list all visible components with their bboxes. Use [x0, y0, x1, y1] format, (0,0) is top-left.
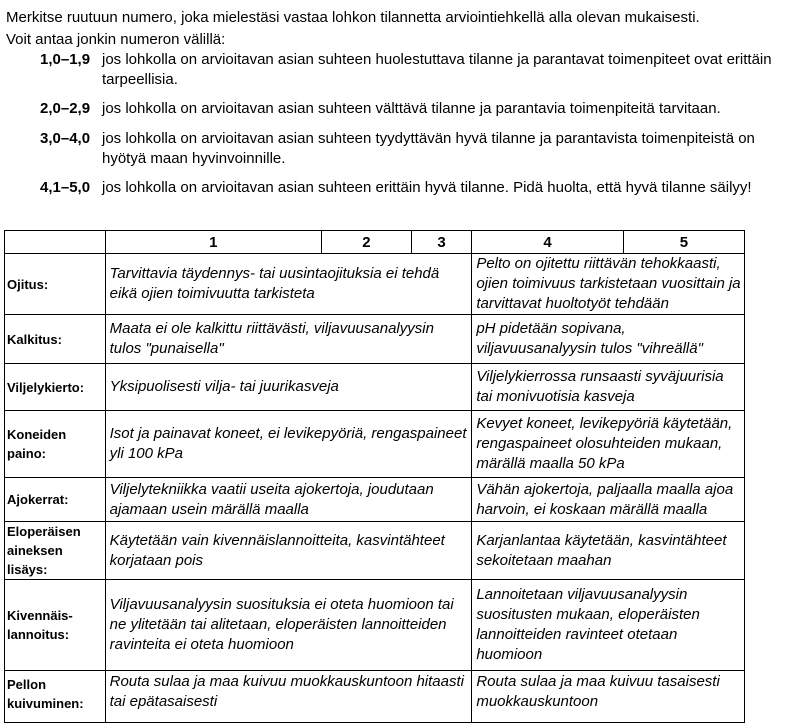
- table-row: [5, 671, 745, 723]
- scale-range: 1,0–1,9: [40, 51, 91, 68]
- instruction-line-1: Merkitse ruutuun numero, joka mielestäsi vastaa lohkon tilannetta arviointiehkellä alla olevan mukaisesti.: [6, 9, 700, 26]
- scale-range: 2,0–2,9: [40, 100, 91, 117]
- high-score-description: Pelto on ojitettu riittävän tehokkaasti, ojien toimivuus tarkistetaan vuosittain ja tarvittavat huoltotyöt tehdään: [472, 254, 745, 315]
- assessment-table: [4, 230, 745, 723]
- table-row: [5, 478, 745, 522]
- row-label: Kalkitus:: [5, 315, 106, 364]
- row-label: Ojitus:: [5, 254, 106, 315]
- header-score-5: 5: [623, 231, 744, 254]
- low-score-description: Viljavuusanalyysin suosituksia ei oteta huomioon tai ne ylitetään tai alitetaan, eloperäisten lannoitteiden ravinteita ei oteta huomioon: [105, 580, 472, 671]
- table-row: [5, 254, 745, 315]
- header-row: [5, 231, 745, 254]
- scale-description: jos lohkolla on arvioitavan asian suhteen erittäin hyvä tilanne. Pidä huolta, että hyvä tilanne säilyy!: [102, 179, 752, 196]
- header-empty: [5, 231, 106, 254]
- row-label: Ajokerrat:: [5, 478, 106, 522]
- low-score-description: Maata ei ole kalkittu riittävästi, viljavuusanalyysin tulos "punaisella": [105, 315, 472, 364]
- table-row: [5, 522, 745, 580]
- scale-range: 3,0–4,0: [40, 130, 91, 147]
- header-score-4: 4: [472, 231, 623, 254]
- high-score-description: Viljelykierrossa runsaasti syväjuurisia tai monivuotisia kasveja: [472, 364, 745, 411]
- high-score-description: Karjanlantaa käytetään, kasvintähteet sekoitetaan maahan: [472, 522, 745, 580]
- instructions: [6, 7, 776, 51]
- row-label: Koneiden paino:: [5, 411, 106, 478]
- table-row: [5, 315, 745, 364]
- header-score-3: 3: [411, 231, 472, 254]
- low-score-description: Yksipuolisesti vilja- tai juurikasveja: [105, 364, 472, 411]
- low-score-description: Routa sulaa ja maa kuivuu muokkauskuntoon hitaasti tai epätasaisesti: [105, 671, 472, 723]
- header-score-2: 2: [321, 231, 411, 254]
- low-score-description: Tarvittavia täydennys- tai uusintaojituksia ei tehdä eikä ojien toimivuutta tarkisteta: [105, 254, 472, 315]
- high-score-description: Kevyet koneet, levikepyöriä käytetään, rengaspaineet olosuhteiden mukaan, märällä maalla 50 kPa: [472, 411, 745, 478]
- row-label: Eloperäisen aineksen lisäys:: [5, 522, 106, 580]
- scale-description: jos lohkolla on arvioitavan asian suhteen tyydyttävän hyvä tilanne ja parantavista toimenpiteistä on hyötyä maan hyvinvoinnille.: [102, 130, 755, 167]
- table-row: [5, 580, 745, 671]
- scale-description: jos lohkolla on arvioitavan asian suhteen välttävä tilanne ja parantavia toimenpiteitä tarvitaan.: [102, 100, 721, 117]
- high-score-description: Vähän ajokertoja, paljaalla maalla ajoa harvoin, ei koskaan märällä maalla: [472, 478, 745, 522]
- low-score-description: Viljelytekniikka vaatii useita ajokertoja, joudutaan ajamaan usein märällä maalla: [105, 478, 472, 522]
- row-label: Pellon kuivuminen:: [5, 671, 106, 723]
- instruction-line-2: Voit antaa jonkin numeron välillä:: [6, 31, 226, 48]
- row-label: Kivennäis-lannoitus:: [5, 580, 106, 671]
- high-score-description: pH pidetään sopivana, viljavuusanalyysin tulos "vihreällä": [472, 315, 745, 364]
- low-score-description: Isot ja painavat koneet, ei levikepyöriä, rengaspaineet yli 100 kPa: [105, 411, 472, 478]
- scale-description: jos lohkolla on arvioitavan asian suhteen huolestuttava tilanne ja parantavat toimenpiteet ovat erittäin tarpeellisia.: [102, 51, 772, 88]
- header-score-1: 1: [105, 231, 321, 254]
- low-score-description: Käytetään vain kivennäislannoitteita, kasvintähteet korjataan pois: [105, 522, 472, 580]
- table-row: [5, 411, 745, 478]
- scale-range: 4,1–5,0: [40, 179, 91, 196]
- high-score-description: Routa sulaa ja maa kuivuu tasaisesti muokkauskuntoon: [472, 671, 745, 723]
- high-score-description: Lannoitetaan viljavuusanalyysin suositusten mukaan, eloperäisten lannoitteiden ravinteet otetaan huomioon: [472, 580, 745, 671]
- table-row: [5, 364, 745, 411]
- row-label: Viljelykierto:: [5, 364, 106, 411]
